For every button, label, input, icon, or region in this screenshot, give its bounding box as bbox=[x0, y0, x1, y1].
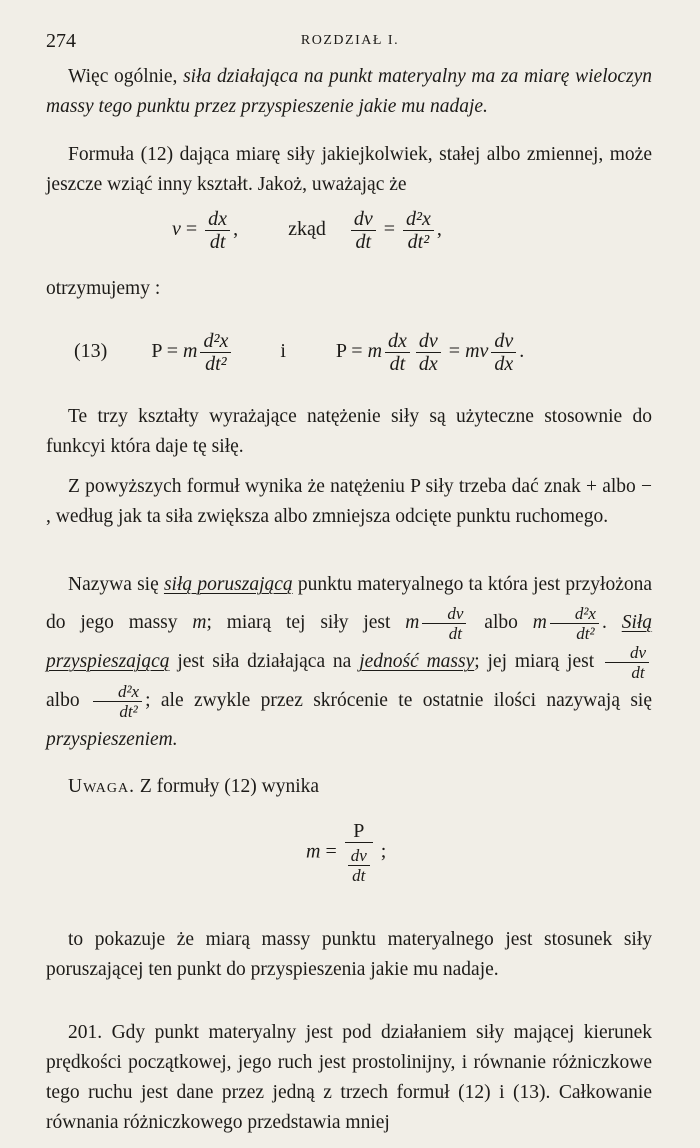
term-unit-mass: jedność massy bbox=[359, 651, 475, 673]
equation-velocity: v = $\frac{dx}{dt}$ , zkąd $\frac{dv}{dt}$ = $\frac{\text{d²x}}{\text{dt²}}$ , bbox=[172, 208, 442, 253]
eq13-label: (13) bbox=[74, 340, 108, 363]
paragraph-sign: Z powyższych formuł wynika że natężeniu P siły trzeba dać znak + albo − , według jak ta siła zwiększa albo zmniejsza odcięte punktu ruchomego. bbox=[46, 476, 652, 527]
fraction-d2x-dt2-d: $\frac{\text{d²x}}{\text{dt²}}$ bbox=[93, 682, 142, 721]
eq13-m2: m bbox=[367, 340, 383, 363]
eq13-mv: mv bbox=[465, 340, 489, 363]
term-moving-force: siłą poruszającą bbox=[163, 574, 293, 595]
fraction-dv-dt: $\frac{dv}{dt}$ bbox=[351, 208, 376, 253]
para1-lead: Więc ogólnie, bbox=[68, 66, 178, 87]
p5-c: ; miarą tej siły jest bbox=[206, 612, 391, 633]
uwaga-label: Uwaga. bbox=[68, 776, 135, 797]
eq13-i: i bbox=[280, 340, 286, 363]
p5-albo1: albo bbox=[484, 612, 518, 633]
fraction-dx-dt: $\frac{dx}{dt}$ bbox=[205, 208, 230, 253]
fraction-P-over-accel: $\frac{P}{\frac{dv}{dt}}$ bbox=[345, 820, 373, 886]
running-head: ROZDZIAŁ I. bbox=[300, 33, 400, 48]
eq-zkad: zkąd bbox=[288, 218, 326, 241]
paragraph-formula-12: Formuła (12) dająca miarę siły jakiejkolwiek, stałej albo zmiennej, może jeszcze wziąć inny kształt. Jakoż, uważając że bbox=[46, 144, 652, 195]
p5-f: ; ale zwykle przez skrócenie te ostatnie ilości nazywają się bbox=[145, 690, 653, 712]
term-acceleration: przyspieszeniem. bbox=[46, 729, 178, 751]
fraction-dv-dt-c: $\frac{dv}{dt}$ bbox=[422, 604, 466, 643]
p5-b: punktu materyalnego ta która jest przyłożona do jego massy bbox=[46, 574, 653, 633]
uwaga-text: Z formuły (12) wynika bbox=[139, 776, 320, 797]
eq13-P2: P bbox=[335, 340, 347, 363]
p5-m: m bbox=[192, 612, 207, 633]
term-accelerating-force: Siłą przyspieszającą bbox=[46, 612, 653, 673]
fraction-dv-dx-b: $\frac{dv}{dx}$ bbox=[491, 330, 516, 375]
p5-m3: m bbox=[532, 612, 547, 633]
page-header bbox=[46, 30, 654, 54]
obtain-label: otrzymujemy : bbox=[46, 278, 161, 299]
eq13-P1: P bbox=[151, 340, 162, 363]
fraction-d2x-dt2-b: $\frac{\text{d²x}}{\text{dt²}}$ bbox=[200, 330, 231, 375]
eq13-m1: m bbox=[183, 340, 198, 363]
p5-albo2: albo bbox=[46, 690, 80, 712]
p5-d: jest siła działająca na bbox=[177, 651, 352, 673]
paragraph-uwaga bbox=[46, 772, 652, 802]
page-number: 274 bbox=[46, 30, 76, 52]
paragraph-201: 201. Gdy punkt materyalny jest pod działaniem siły mającej kierunek prędkości początkowej, jego ruch jest prostolinijny, i równanie różniczkowe tego ruchu jest dane przez jedną z trzech formuł (12) i (13). Całkowanie równania różniczkowego przedstawia mniej bbox=[46, 1022, 652, 1133]
equation-13: (13) P = m $\frac{\text{d²x}}{\text{dt²}}$ i P = m $\frac{dx}{dt}$ $\frac{dv}{dx}$ = mv $\frac{dv}{dx}$ . bbox=[74, 330, 525, 375]
paragraph-three-forms: Te trzy kształty wyrażające natężenie siły są użyteczne stosownie do funkcyi która daje tę siłę. bbox=[46, 406, 652, 457]
fraction-d2x-dt2-c: $\frac{\text{d²x}}{\text{dt²}}$ bbox=[550, 604, 599, 643]
eqm-m: m bbox=[306, 840, 321, 863]
p5-m2: m bbox=[405, 612, 420, 633]
fraction-dv-dx: $\frac{dv}{dx}$ bbox=[416, 330, 441, 375]
p5-e: ; jej miarą jest bbox=[474, 651, 595, 673]
fraction-dv-dt-d: $\frac{dv}{dt}$ bbox=[605, 643, 649, 682]
eq-v: v bbox=[172, 218, 181, 241]
paragraph-mass-measure: to pokazuje że miarą massy punktu materyalnego jest stosunek siły poruszającej ten punkt do przyspieszenia jakie mu nadaje. bbox=[46, 929, 652, 980]
paragraph-definitions: Nazywa się siłą poruszającą punktu materyalnego ta która jest przyłożona do jego massy m; miarą tej siły jest m $\frac{dv}{dt}$ albo m $\frac{\text{d²x}}{\text{dt²}}$ . Siłą przyspieszającą jest siła działająca na jedność massy; jej miarą jest $\frac{dv}{dt}$ albo $\frac{\text{d²x}}{\text{dt²}}$ ; ale zwykle przez skrócenie te ostatnie ilości nazywają się przyspieszeniem. bbox=[46, 574, 653, 751]
fraction-d2x-dt2: $\frac{\text{d²x}}{\text{dt²}}$ bbox=[403, 208, 434, 253]
p5-a: Nazywa się bbox=[68, 574, 159, 595]
fraction-dx-dt-b: $\frac{dx}{dt}$ bbox=[385, 330, 410, 375]
equation-mass: m = $\frac{P}{\frac{dv}{dt}}$ ; bbox=[306, 820, 387, 885]
para1-italic: siła działająca na punkt materyalny ma za miarę wieloczyn massy tego punktu przez przyspieszenie jakie mu nadaje. bbox=[46, 66, 653, 117]
paragraph-definition-force bbox=[46, 62, 652, 122]
